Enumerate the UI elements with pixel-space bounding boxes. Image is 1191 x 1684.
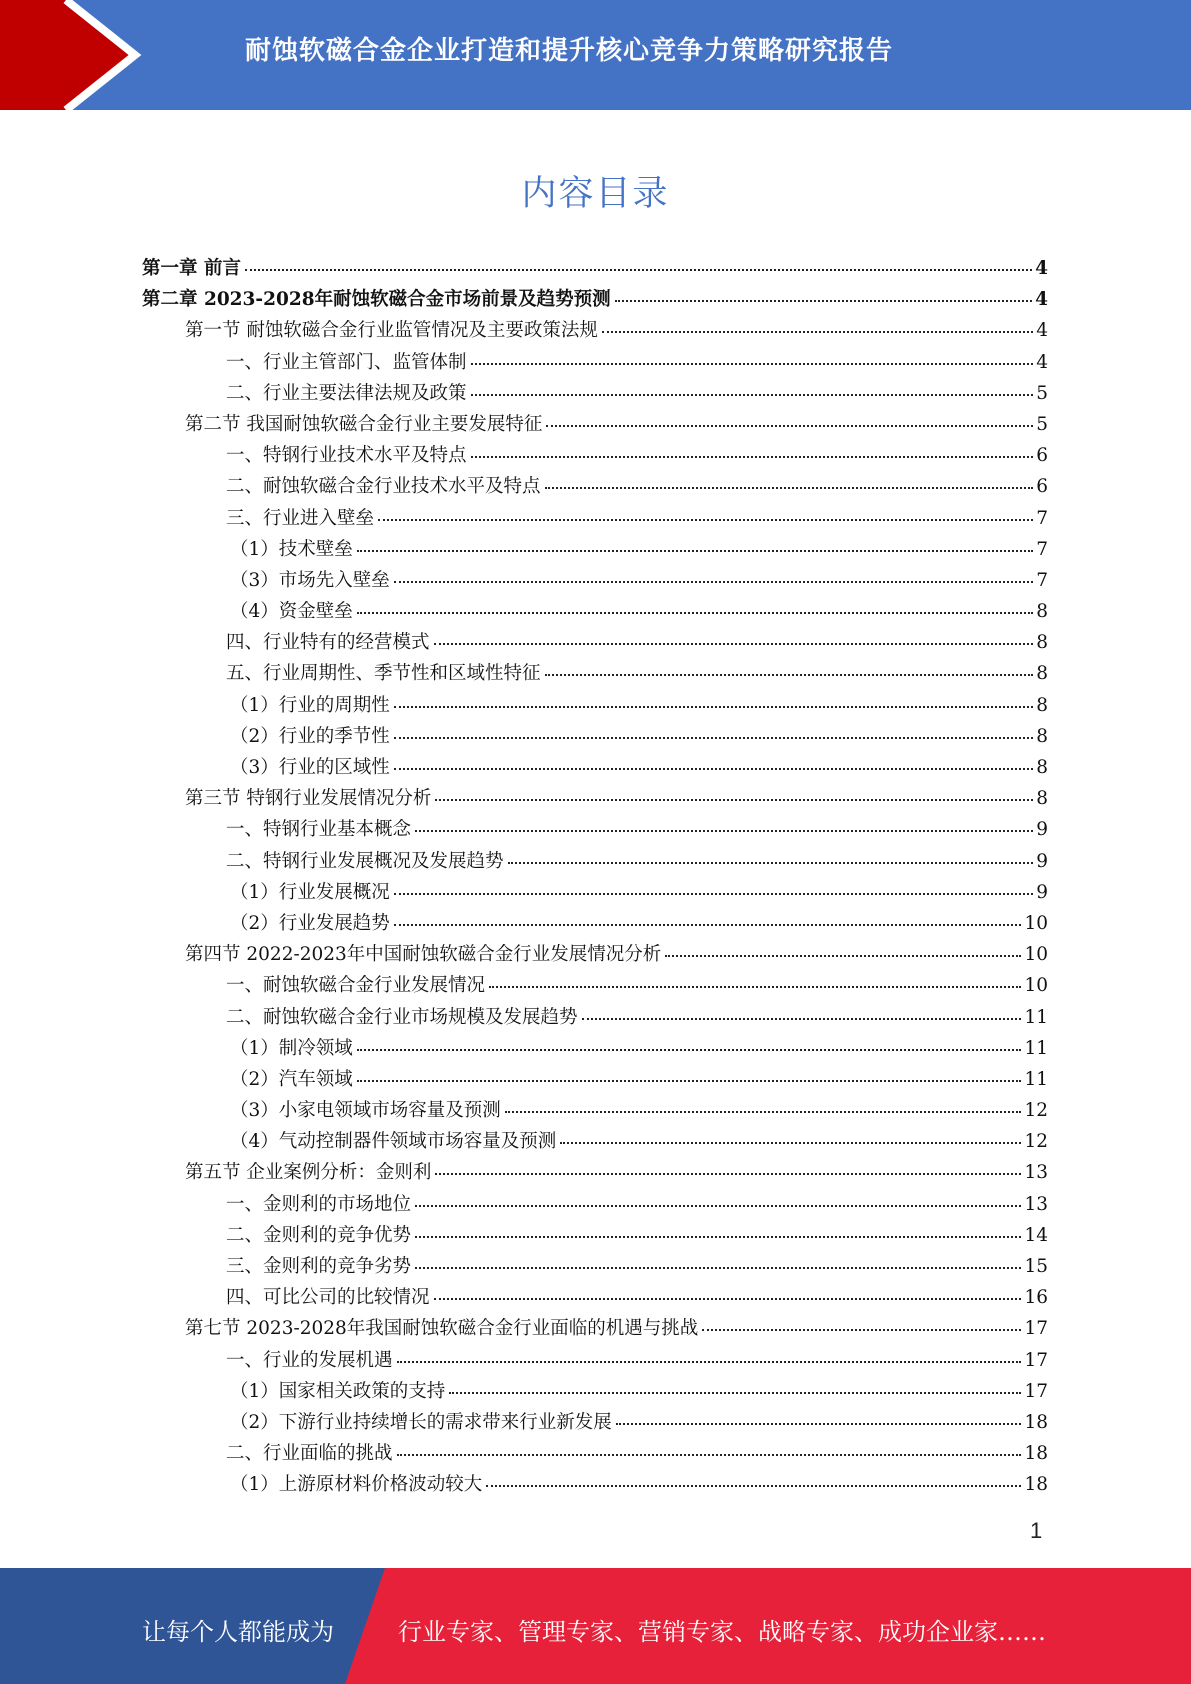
toc-dot-leader [394,768,1033,770]
toc-entry-page: 11 [1024,1006,1048,1028]
toc-entry-title: 二、行业面临的挑战 [226,1443,393,1465]
toc-entry[interactable] [142,1096,1048,1127]
toc-entry-page: 18 [1024,1443,1048,1465]
toc-entry[interactable] [142,566,1048,597]
toc-dot-leader [602,331,1033,333]
toc-entry[interactable] [142,597,1048,628]
toc-entry[interactable] [142,1470,1048,1501]
toc-entry-page: 4 [1035,258,1048,279]
toc-entry-page: 17 [1024,1380,1048,1402]
toc-entry-page: 7 [1036,507,1048,529]
toc-dot-leader [471,363,1034,365]
toc-dot-leader [357,612,1033,614]
toc-dot-leader [394,924,1022,926]
toc-entry-title: （4）资金壁垒 [230,601,353,623]
toc-entry-page: 13 [1024,1193,1048,1215]
toc-entry-page: 11 [1024,1068,1048,1090]
toc-entry-title: （3）行业的区域性 [230,757,390,778]
toc-entry-title: 三、行业进入壁垒 [226,507,375,529]
toc-entry-title: 第一节 耐蚀软磁合金行业监管情况及主要政策法规 [185,320,598,342]
toc-entry-page: 8 [1036,694,1048,716]
toc-entry-page: 8 [1036,601,1048,623]
toc-entry[interactable] [142,1408,1048,1439]
toc-dot-leader [545,674,1034,676]
toc-entry[interactable] [142,753,1048,784]
toc-entry-title: 四、可比公司的比较情况 [226,1287,430,1309]
toc-entry[interactable] [142,254,1048,285]
toc-dot-leader [415,1267,1021,1269]
toc-dot-leader [394,893,1033,895]
toc-entry-title: 第二章 2023-2028年耐蚀软磁合金市场前景及趋势预测 [142,289,611,311]
report-title: 耐蚀软磁合金企业打造和提升核心竞争力策略研究报告 [245,36,894,66]
toc-dot-leader [394,737,1033,739]
toc-entry-page: 7 [1036,538,1048,560]
toc-dot-leader [434,1298,1022,1300]
toc-entry-page: 17 [1024,1349,1048,1371]
toc-entry[interactable] [142,1065,1048,1096]
footer-tagline: 行业专家、管理专家、营销专家、战略专家、成功企业家…… [398,1618,1046,1646]
toc-entry-title: （2）行业发展趋势 [230,912,390,934]
toc-dot-leader [434,643,1034,645]
toc-entry-title: 一、行业的发展机遇 [226,1349,393,1371]
toc-entry-title: 三、金则利的竞争劣势 [226,1256,412,1277]
toc-dot-leader [397,1361,1022,1363]
toc-dot-leader [435,799,1033,801]
toc-dot-leader [486,1485,1021,1487]
toc-entry[interactable] [142,441,1048,472]
toc-entry[interactable] [142,722,1048,753]
toc-entry-page: 9 [1036,850,1048,872]
toc-entry-title: （2）汽车领域 [230,1068,353,1090]
toc-entry-page: 10 [1024,944,1048,966]
toc-dot-leader [615,300,1033,302]
toc-entry[interactable] [142,348,1048,379]
toc-entry[interactable] [142,379,1048,410]
toc-entry-title: （2）行业的季节性 [230,725,390,747]
toc-entry-page: 15 [1024,1256,1048,1277]
toc-entry-page: 11 [1024,1037,1048,1059]
toc-entry-page: 8 [1036,757,1048,778]
toc-entry[interactable] [142,1252,1048,1283]
page-number: 1 [1030,1518,1043,1543]
toc-entry[interactable] [142,1346,1048,1377]
toc-entry-title: 二、耐蚀软磁合金行业市场规模及发展趋势 [226,1006,578,1028]
toc-entry-title: 四、行业特有的经营模式 [226,632,430,654]
page-footer [0,1568,1191,1684]
toc-entry-title: 五、行业周期性、季节性和区域性特征 [226,663,541,685]
toc-dot-leader [357,1049,1022,1051]
toc-entry[interactable] [142,504,1048,535]
toc-dot-leader [582,1018,1022,1020]
toc-entry[interactable] [142,878,1048,909]
toc-dot-leader [357,550,1033,552]
toc-dot-leader [415,1236,1021,1238]
toc-entry[interactable] [142,1377,1048,1408]
toc-entry[interactable] [142,1158,1048,1189]
toc-entry-page: 14 [1024,1224,1048,1246]
toc-entry-title: （4）气动控制器件领域市场容量及预测 [230,1131,557,1153]
toc-entry[interactable] [142,285,1048,316]
toc-entry-title: 二、耐蚀软磁合金行业技术水平及特点 [226,476,541,498]
toc-entry-title: （1）上游原材料价格波动较大 [230,1474,483,1496]
toc-entry-page: 10 [1024,975,1048,997]
toc-entry-page: 7 [1036,569,1048,591]
toc-entry-title: 二、行业主要法律法规及政策 [226,382,467,404]
toc-entry-title: （1）行业发展概况 [230,881,390,903]
toc-dot-leader [245,269,1032,271]
toc-dot-leader [560,1142,1021,1144]
toc-entry-title: 第二节 我国耐蚀软磁合金行业主要发展特征 [185,413,543,435]
toc-entry[interactable] [142,847,1048,878]
toc-entry-title: 二、金则利的竞争优势 [226,1224,412,1246]
toc-dot-leader [394,581,1033,583]
toc-entry-page: 18 [1024,1411,1048,1433]
toc-entry-title: 一、耐蚀软磁合金行业发展情况 [226,975,486,997]
toc-entry[interactable] [142,1003,1048,1034]
toc-entry-title: 一、特钢行业技术水平及特点 [226,445,467,467]
toc-entry-page: 4 [1035,289,1048,311]
toc-dot-leader [616,1423,1022,1425]
toc-entry-page: 8 [1036,788,1048,810]
toc-dot-leader [378,519,1033,521]
toc-entry-title: 一、行业主管部门、监管体制 [226,351,467,373]
toc-heading: 内容目录 [521,174,670,214]
toc-dot-leader [489,986,1021,988]
toc-dot-leader [546,425,1033,427]
page-header [0,0,1191,110]
toc-entry-title: （1）国家相关政策的支持 [230,1380,446,1402]
toc-dot-leader [357,1080,1022,1082]
toc-entry-page: 6 [1036,476,1048,498]
toc-entry-page: 5 [1036,382,1048,404]
toc-entry[interactable] [142,940,1048,971]
toc-entry[interactable] [142,1439,1048,1470]
toc-entry[interactable] [142,535,1048,566]
toc-entry-title: 二、特钢行业发展概况及发展趋势 [226,850,504,872]
toc-entry-page: 10 [1024,912,1048,934]
toc-entry-page: 12 [1024,1100,1048,1122]
toc-entry-title: 第四节 2022-2023年中国耐蚀软磁合金行业发展情况分析 [185,944,662,966]
toc-entry-title: （1）制冷领域 [230,1037,353,1059]
toc-dot-leader [471,456,1034,458]
toc-dot-leader [415,830,1033,832]
toc-entry-page: 9 [1036,819,1048,841]
toc-entry[interactable] [142,784,1048,815]
toc-entry-title: （1）技术壁垒 [230,538,353,560]
toc-dot-leader [394,706,1033,708]
toc-dot-leader [665,955,1021,957]
toc-entry-title: 一、金则利的市场地位 [226,1193,412,1215]
toc-dot-leader [471,394,1034,396]
toc-entry-page: 17 [1024,1318,1048,1340]
toc-entry-page: 5 [1036,413,1048,435]
toc-entry[interactable] [142,691,1048,722]
toc-entry-page: 8 [1036,725,1048,747]
toc-entry-page: 4 [1036,320,1048,342]
toc-entry-page: 8 [1036,632,1048,654]
toc-entry-page: 8 [1036,663,1048,685]
toc-entry[interactable] [142,1127,1048,1158]
toc-entry[interactable] [142,1034,1048,1065]
toc-entry-page: 16 [1024,1287,1048,1309]
toc-entry-title: （3）小家电领域市场容量及预测 [230,1100,501,1122]
toc-dot-leader [702,1329,1021,1331]
toc-dot-leader [449,1392,1021,1394]
toc-entry[interactable] [142,909,1048,940]
toc-entry-page: 6 [1036,445,1048,467]
toc-entry-title: 第五节 企业案例分析：金则利 [185,1162,432,1184]
toc-entry[interactable] [142,1190,1048,1221]
toc-entry-title: （1）行业的周期性 [230,694,390,716]
toc-entry[interactable] [142,659,1048,690]
toc-entry-title: （3）市场先入壁垒 [230,569,390,591]
toc-entry-page: 4 [1036,351,1048,373]
toc-entry[interactable] [142,1314,1048,1345]
toc-entry[interactable] [142,815,1048,846]
toc-entry[interactable] [142,316,1048,347]
toc-dot-leader [397,1454,1022,1456]
toc-entry-title: 第三节 特钢行业发展情况分析 [185,788,432,810]
toc-dot-leader [505,1111,1022,1113]
footer-slogan: 让每个人都能成为 [142,1618,334,1646]
toc-entry-page: 13 [1024,1162,1048,1184]
table-of-contents [142,254,1048,1502]
toc-entry[interactable] [142,971,1048,1002]
toc-entry-title: 第七节 2023-2028年我国耐蚀软磁合金行业面临的机遇与挑战 [185,1318,699,1340]
toc-entry-title: （2）下游行业持续增长的需求带来行业新发展 [230,1411,612,1433]
toc-entry-title: 一、特钢行业基本概念 [226,819,412,841]
toc-entry[interactable] [142,1221,1048,1252]
toc-dot-leader [415,1205,1021,1207]
toc-entry[interactable] [142,410,1048,441]
toc-entry-page: 9 [1036,881,1048,903]
toc-dot-leader [435,1173,1021,1175]
toc-entry-title: 第一章 前言 [142,258,241,279]
toc-dot-leader [508,862,1034,864]
toc-entry-page: 12 [1024,1131,1048,1153]
toc-entry[interactable] [142,472,1048,503]
toc-entry[interactable] [142,628,1048,659]
toc-dot-leader [545,487,1034,489]
toc-entry[interactable] [142,1283,1048,1314]
toc-entry-page: 18 [1024,1474,1048,1496]
